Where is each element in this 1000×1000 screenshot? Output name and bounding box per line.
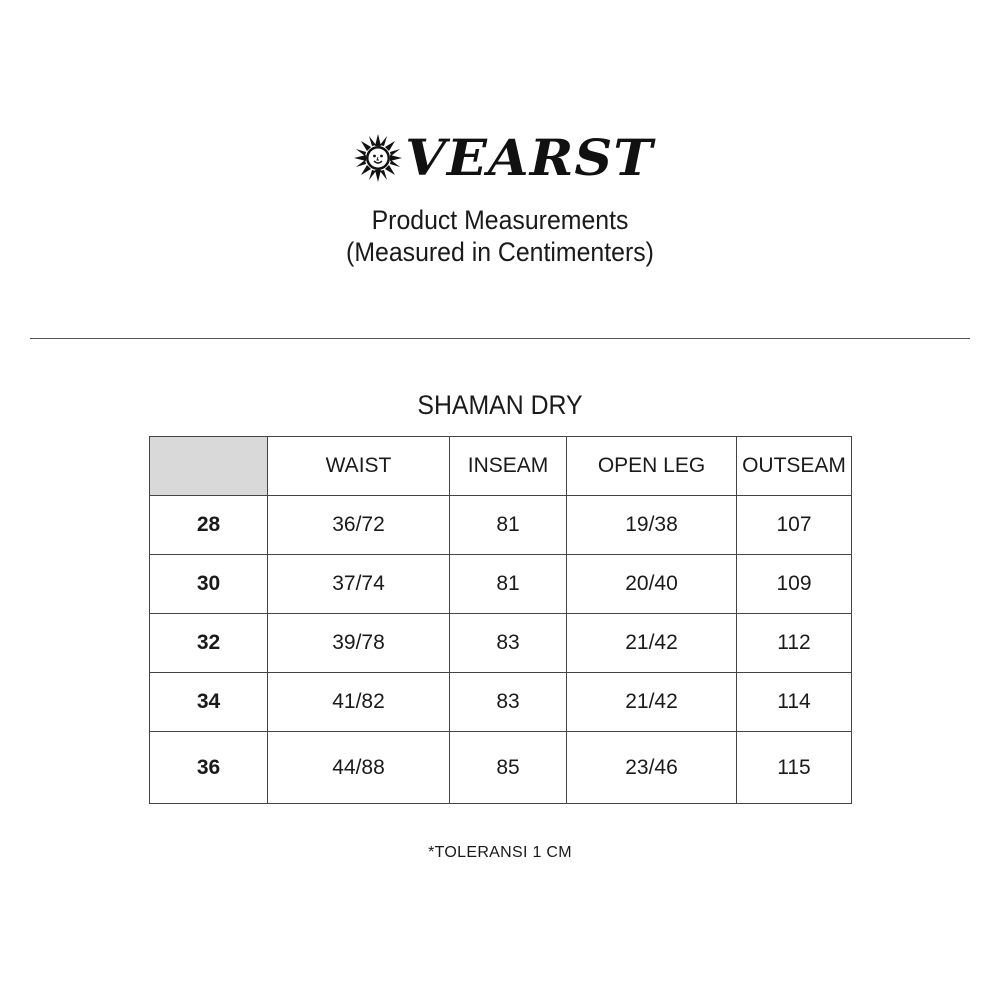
size-cell: 30 xyxy=(150,555,268,614)
table-row xyxy=(150,496,852,555)
waist-cell: 41/82 xyxy=(268,673,450,732)
waist-cell: 37/74 xyxy=(268,555,450,614)
open-leg-cell: 20/40 xyxy=(567,555,737,614)
table-row xyxy=(150,673,852,732)
size-cell: 32 xyxy=(150,614,268,673)
waist-cell: 36/72 xyxy=(268,496,450,555)
table-title: SHAMAN DRY xyxy=(417,390,583,420)
outseam-cell: 115 xyxy=(737,732,852,804)
open-leg-cell: 21/42 xyxy=(567,673,737,732)
size-cell: 34 xyxy=(150,673,268,732)
header-outseam: OUTSEAM xyxy=(737,437,852,496)
inseam-cell: 81 xyxy=(450,496,567,555)
outseam-cell: 109 xyxy=(737,555,852,614)
outseam-cell: 107 xyxy=(737,496,852,555)
table-row xyxy=(150,614,852,673)
inseam-cell: 81 xyxy=(450,555,567,614)
open-leg-cell: 19/38 xyxy=(567,496,737,555)
outseam-cell: 114 xyxy=(737,673,852,732)
inseam-cell: 85 xyxy=(450,732,567,804)
table-row xyxy=(150,732,852,804)
inseam-cell: 83 xyxy=(450,614,567,673)
size-table xyxy=(149,436,852,804)
header-inseam: INSEAM xyxy=(450,437,567,496)
brand-logo xyxy=(0,128,1000,188)
header-waist: WAIST xyxy=(268,437,450,496)
header-corner-cell xyxy=(150,437,268,496)
size-cell: 36 xyxy=(150,732,268,804)
open-leg-cell: 23/46 xyxy=(567,732,737,804)
inseam-cell: 83 xyxy=(450,673,567,732)
waist-cell: 44/88 xyxy=(268,732,450,804)
outseam-cell: 112 xyxy=(737,614,852,673)
table-header-row xyxy=(150,437,852,496)
brand-name: VEARST xyxy=(404,128,654,187)
waist-cell: 39/78 xyxy=(268,614,450,673)
page-title: Product Measurements xyxy=(371,205,629,235)
table-row xyxy=(150,555,852,614)
divider xyxy=(30,338,970,339)
tolerance-note: *TOLERANSI 1 CM xyxy=(428,844,572,861)
open-leg-cell: 21/42 xyxy=(567,614,737,673)
size-cell: 28 xyxy=(150,496,268,555)
page-subtitle: (Measured in Centimenters) xyxy=(346,237,654,267)
sun-face-icon xyxy=(353,133,403,183)
header-open-leg: OPEN LEG xyxy=(567,437,737,496)
